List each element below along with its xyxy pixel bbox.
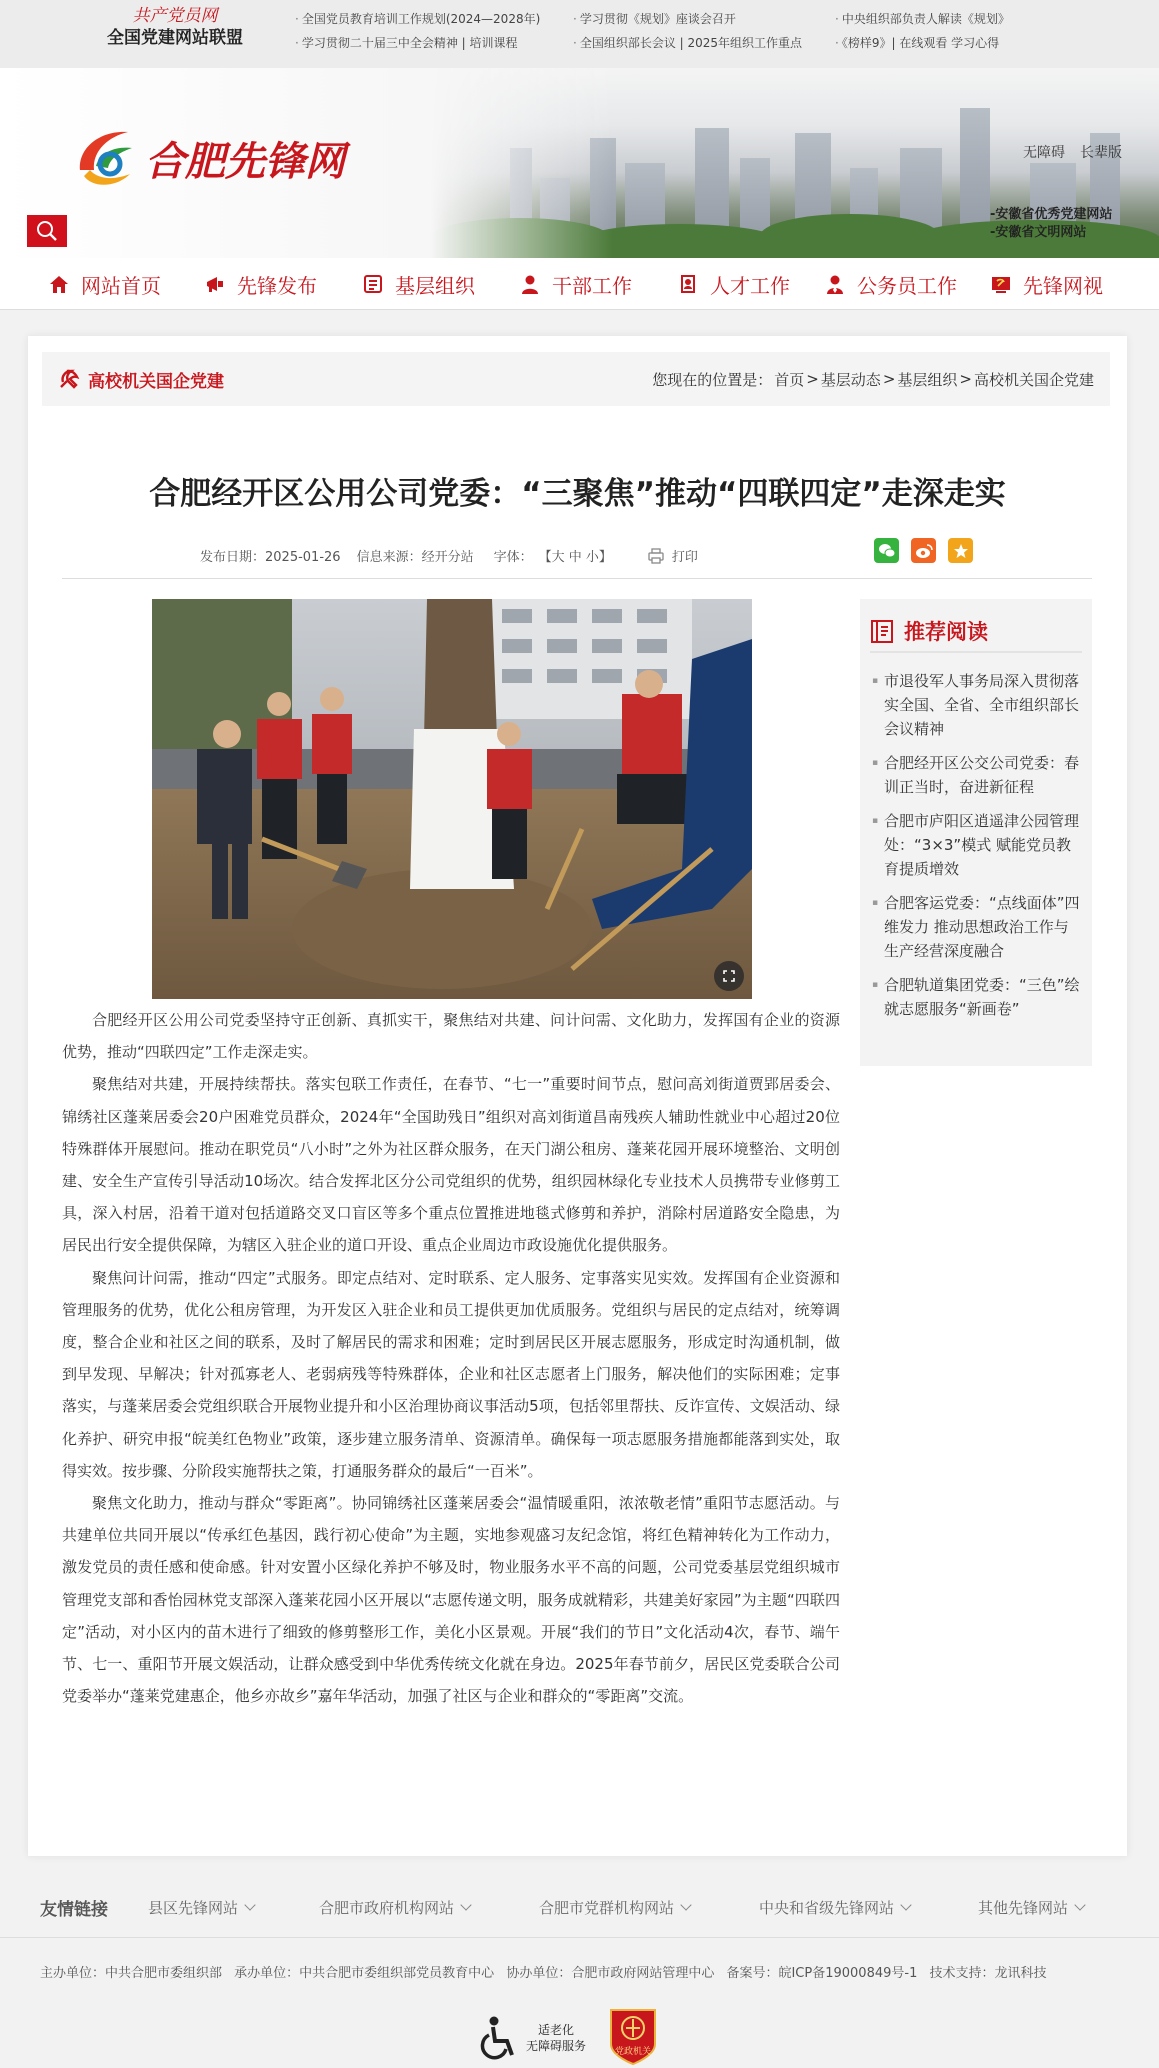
footer-tech: 技术支持：龙讯科技 — [929, 1966, 1047, 1981]
recommended-item[interactable]: ▪ 市退役军人事务局深入贯彻落实全国、全省、全市组织部长会议精神 — [872, 669, 1082, 741]
nav-item-release[interactable] — [203, 258, 317, 310]
nav-label: 人才工作 — [710, 273, 790, 298]
recommended-item[interactable]: ▪ 合肥客运党委：“点线面体”四维发力 推动思想政治工作与生产经营深度融合 — [872, 891, 1082, 963]
article-meta — [200, 546, 704, 565]
nav-label: 基层组织 — [395, 273, 475, 298]
footer-assist: 协办单位：合肥市政府网站管理中心 — [506, 1966, 715, 1981]
footer-info — [40, 1962, 1055, 1981]
search-icon — [36, 220, 58, 242]
book-icon — [870, 618, 894, 644]
cadre-icon — [518, 272, 542, 296]
nav-item-video[interactable] — [989, 258, 1103, 310]
alliance-logo[interactable] — [95, 6, 255, 50]
friend-link-dropdown[interactable]: 中央和省级先锋网站 — [759, 1876, 910, 1938]
top-bar — [0, 0, 1159, 68]
font-size-options[interactable]: 【大 中 小】 — [538, 550, 612, 565]
top-link[interactable]: · 学习贯彻《规划》座谈会召开 — [573, 10, 736, 27]
nav-label: 先锋网视 — [1023, 273, 1103, 298]
wechat-share-icon[interactable] — [874, 538, 899, 563]
top-link[interactable]: · 全国组织部长会议 | 2025年组织工作重点 — [573, 34, 802, 51]
nav-label: 干部工作 — [552, 273, 632, 298]
top-link[interactable]: · 学习贯彻二十届三中全会精神 | 培训课程 — [295, 34, 518, 51]
search-button[interactable] — [27, 215, 67, 247]
megaphone-icon — [203, 272, 227, 296]
footer-undertake: 承办单位：中共合肥市委组织部党员教育中心 — [234, 1966, 495, 1981]
article-card — [28, 336, 1127, 1856]
alliance-name: 全国党建网站联盟 — [107, 28, 243, 48]
friend-links-title: 友情链接 — [40, 1899, 108, 1920]
logo-text: 合肥先锋网 — [145, 138, 345, 185]
title-divider — [62, 578, 1092, 579]
government-site-badge[interactable] — [607, 2006, 659, 2066]
footer-icp[interactable]: 备案号：皖ICP备19000849号-1 — [726, 1966, 918, 1981]
friend-link-dropdown[interactable]: 合肥市党群机构网站 — [539, 1876, 690, 1938]
article-paragraph: 聚焦结对共建，开展持续帮扶。落实包联工作责任，在春节、“七一”重要时间节点，慰问高刘街道贾郢居委会、锦绣社区蓬莱居委会20户困难党员群众，2024年“全国助残日”组织对高刘街道昌南残疾人辅助性就业中心超过20位特殊群体开展慰问。推动在职党员“八小时”之外为社区群众服务，在天门湖公租房、蓬莱花园开展环境整治、文明创建、安全生产宣传引导活动10场次。结合发挥北区分公司党组织的优势，组织园林绿化专业技术人员携带专业修剪工具，深入村居，沿着干道对包括道路交叉口盲区等多个重点位置推进地毯式修剪和养护，消除村居道路安全隐患，为居民出行安全提供保障，为辖区入驻企业的道口开设、重点企业周边市政设施优化提供服务。 — [62, 1075, 840, 1255]
breadcrumb-sep-icon: > — [882, 370, 896, 388]
top-link[interactable]: · 中央组织部负责人解读《规划》 — [835, 10, 1010, 27]
recommended-item[interactable]: ▪ 合肥经开区公交公司党委：春训正当时，奋进新征程 — [872, 751, 1082, 799]
channel-title[interactable] — [58, 352, 224, 406]
article-source: 信息来源：经开分站 — [356, 550, 474, 565]
alliance-brand: 共产党员网 — [132, 6, 218, 26]
channel-label: 高校机关国企党建 — [88, 371, 224, 392]
friend-link-dropdown[interactable]: 县区先锋网站 — [148, 1876, 254, 1938]
nav-item-cadre[interactable] — [518, 258, 632, 310]
site-honors — [990, 206, 1112, 242]
footer-host: 主办单位：中共合肥市委组织部 — [40, 1966, 223, 1981]
breadcrumb-item[interactable]: 基层动态 — [820, 370, 881, 389]
article-body — [62, 1004, 840, 1712]
top-link[interactable]: · 全国党员教育培训工作规划(2024—2028年) — [295, 10, 540, 27]
elder-accessibility-badge[interactable] — [480, 2010, 590, 2066]
party-emblem-icon — [58, 368, 80, 390]
wheelchair-icon — [480, 2015, 520, 2061]
badge-line: 适老化 — [538, 2023, 575, 2037]
honor-item: -安徽省文明网站 — [990, 225, 1087, 240]
nav-label: 公务员工作 — [857, 273, 957, 298]
nav-label: 先锋发布 — [237, 273, 317, 298]
favorite-share-icon[interactable] — [948, 538, 973, 563]
elder-version-link[interactable]: 长辈版 — [1080, 145, 1122, 161]
grassroots-icon — [361, 272, 385, 296]
talent-icon — [676, 272, 700, 296]
breadcrumb-item[interactable]: 高校机关国企党建 — [973, 370, 1094, 389]
recommended-title: 推荐阅读 — [904, 620, 988, 644]
article-photo — [152, 599, 752, 999]
top-link[interactable]: · 《榜样9》| 在线观看 学习心得 — [835, 34, 999, 51]
breadcrumb-item[interactable]: 首页 — [774, 370, 805, 389]
video-icon — [989, 272, 1013, 296]
friend-link-dropdown[interactable]: 合肥市政府机构网站 — [319, 1876, 470, 1938]
weibo-share-icon[interactable] — [911, 538, 936, 563]
nav-item-civil-servant[interactable] — [823, 258, 957, 310]
breadcrumb — [650, 352, 1094, 406]
article-paragraph: 聚焦文化助力，推动与群众“零距离”。协同锦绣社区蓬莱居委会“温情暖重阳，浓浓敬老情”重阳节志愿活动。与共建单位共同开展以“传承红色基因，践行初心使命”为主题，实地参观盛习友纪念馆，将红色精神转化为工作动力，激发党员的责任感和使命感。针对安置小区绿化养护不够及时，物业服务水平不高的问题，公司党委基层党组织城市管理党支部和香怡园林党支部深入蓬莱花园小区开展以“志愿传递文明，服务成就精彩，共建美好家园”为主题“四联四定”活动，对小区内的苗木进行了细致的修剪整形工作，美化小区景观。开展“我们的节日”文化活动4次，春节、端午节、七一、重阳节开展文娱活动，让群众感受到中华优秀传统文化就在身边。2025年春节前夕，居民区党委联合公司党委举办“蓬莱党建惠企，他乡亦故乡”嘉年华活动，加强了社区与企业和群众的“零距离”交流。 — [62, 1494, 840, 1706]
article-paragraph: 聚焦问计问需，推动“四定”式服务。即定点结对、定时联系、定人服务、定事落实见实效。发挥国有企业资源和管理服务的优势，优化公租房管理，为开发区入驻企业和员工提供更加优质服务。党组织与居民的定点结对，统筹调度，整合企业和社区之间的联系，及时了解居民的需求和困难；定时到居民区开展志愿服务，形成定时沟通机制，做到早发现、早解决；针对孤寡老人、老弱病残等特殊群体，企业和社区志愿者上门服务，解决他们的实际困难；定事落实，与蓬莱居委会党组织联合开展物业提升和小区治理协商议事活动5项，包括邻里帮扶、反诈宣传、文娱活动、绿化养护、研究申报“皖美红色物业”政策，逐步建立服务清单、资源清单。确保每一项志愿服务措施都能落到实处，取得实效。按步骤、分阶段实施帮扶之策，打通服务群众的最后“一百米”。 — [62, 1268, 840, 1480]
channel-bar — [42, 352, 1110, 406]
breadcrumb-label: 您现在的位置是： — [652, 370, 773, 389]
article-title: 合肥经开区公用公司党委：“三聚焦”推动“四联四定”走深走实 — [149, 476, 1006, 512]
nav-label: 网站首页 — [81, 273, 161, 298]
publish-date: 发布日期：2025-01-26 — [200, 550, 341, 565]
breadcrumb-sep-icon: > — [806, 370, 819, 388]
breadcrumb-sep-icon: > — [959, 370, 972, 388]
accessibility-link[interactable]: 无障碍 — [1023, 145, 1065, 161]
badge-line: 无障碍服务 — [526, 2039, 587, 2053]
friend-link-dropdown[interactable]: 其他先锋网站 — [978, 1876, 1084, 1938]
recommended-item[interactable]: ▪ 合肥市庐阳区逍遥津公园管理处：“3×3”模式 赋能党员教育提质增效 — [872, 809, 1082, 881]
font-size-label: 字体： — [493, 550, 533, 565]
recommended-reading — [860, 599, 1092, 1066]
logo-emblem-icon — [70, 118, 150, 198]
site-logo[interactable] — [70, 118, 345, 198]
home-icon — [47, 272, 71, 296]
expand-image-button[interactable] — [714, 961, 744, 991]
recommended-heading — [870, 611, 1082, 653]
party-government-badge-icon — [607, 2006, 659, 2066]
nav-item-home[interactable] — [47, 258, 161, 310]
breadcrumb-item[interactable]: 基层组织 — [897, 370, 958, 389]
friend-links-bar — [0, 1876, 1159, 1938]
article-paragraph: 合肥经开区公用公司党委坚持守正创新、真抓实干，聚焦结对共建、问计问需、文化助力，发挥国有企业的资源优势，推动“四联四定”工作走深走实。 — [62, 1011, 840, 1062]
nav-item-talent[interactable] — [676, 258, 790, 310]
print-button[interactable]: 打印 — [671, 550, 698, 565]
print-icon[interactable] — [648, 548, 664, 564]
main-nav — [0, 258, 1159, 310]
expand-icon — [722, 969, 736, 983]
civil-servant-icon — [823, 272, 847, 296]
nav-item-grassroots[interactable] — [361, 258, 475, 310]
badge-text: 党政机关 — [614, 2047, 651, 2057]
recommended-item[interactable]: ▪ 合肥轨道集团党委：“三色”绘就志愿服务“新画卷” — [872, 973, 1082, 1021]
share-bar — [874, 538, 985, 563]
honor-item: -安徽省优秀党建网站 — [990, 207, 1113, 222]
